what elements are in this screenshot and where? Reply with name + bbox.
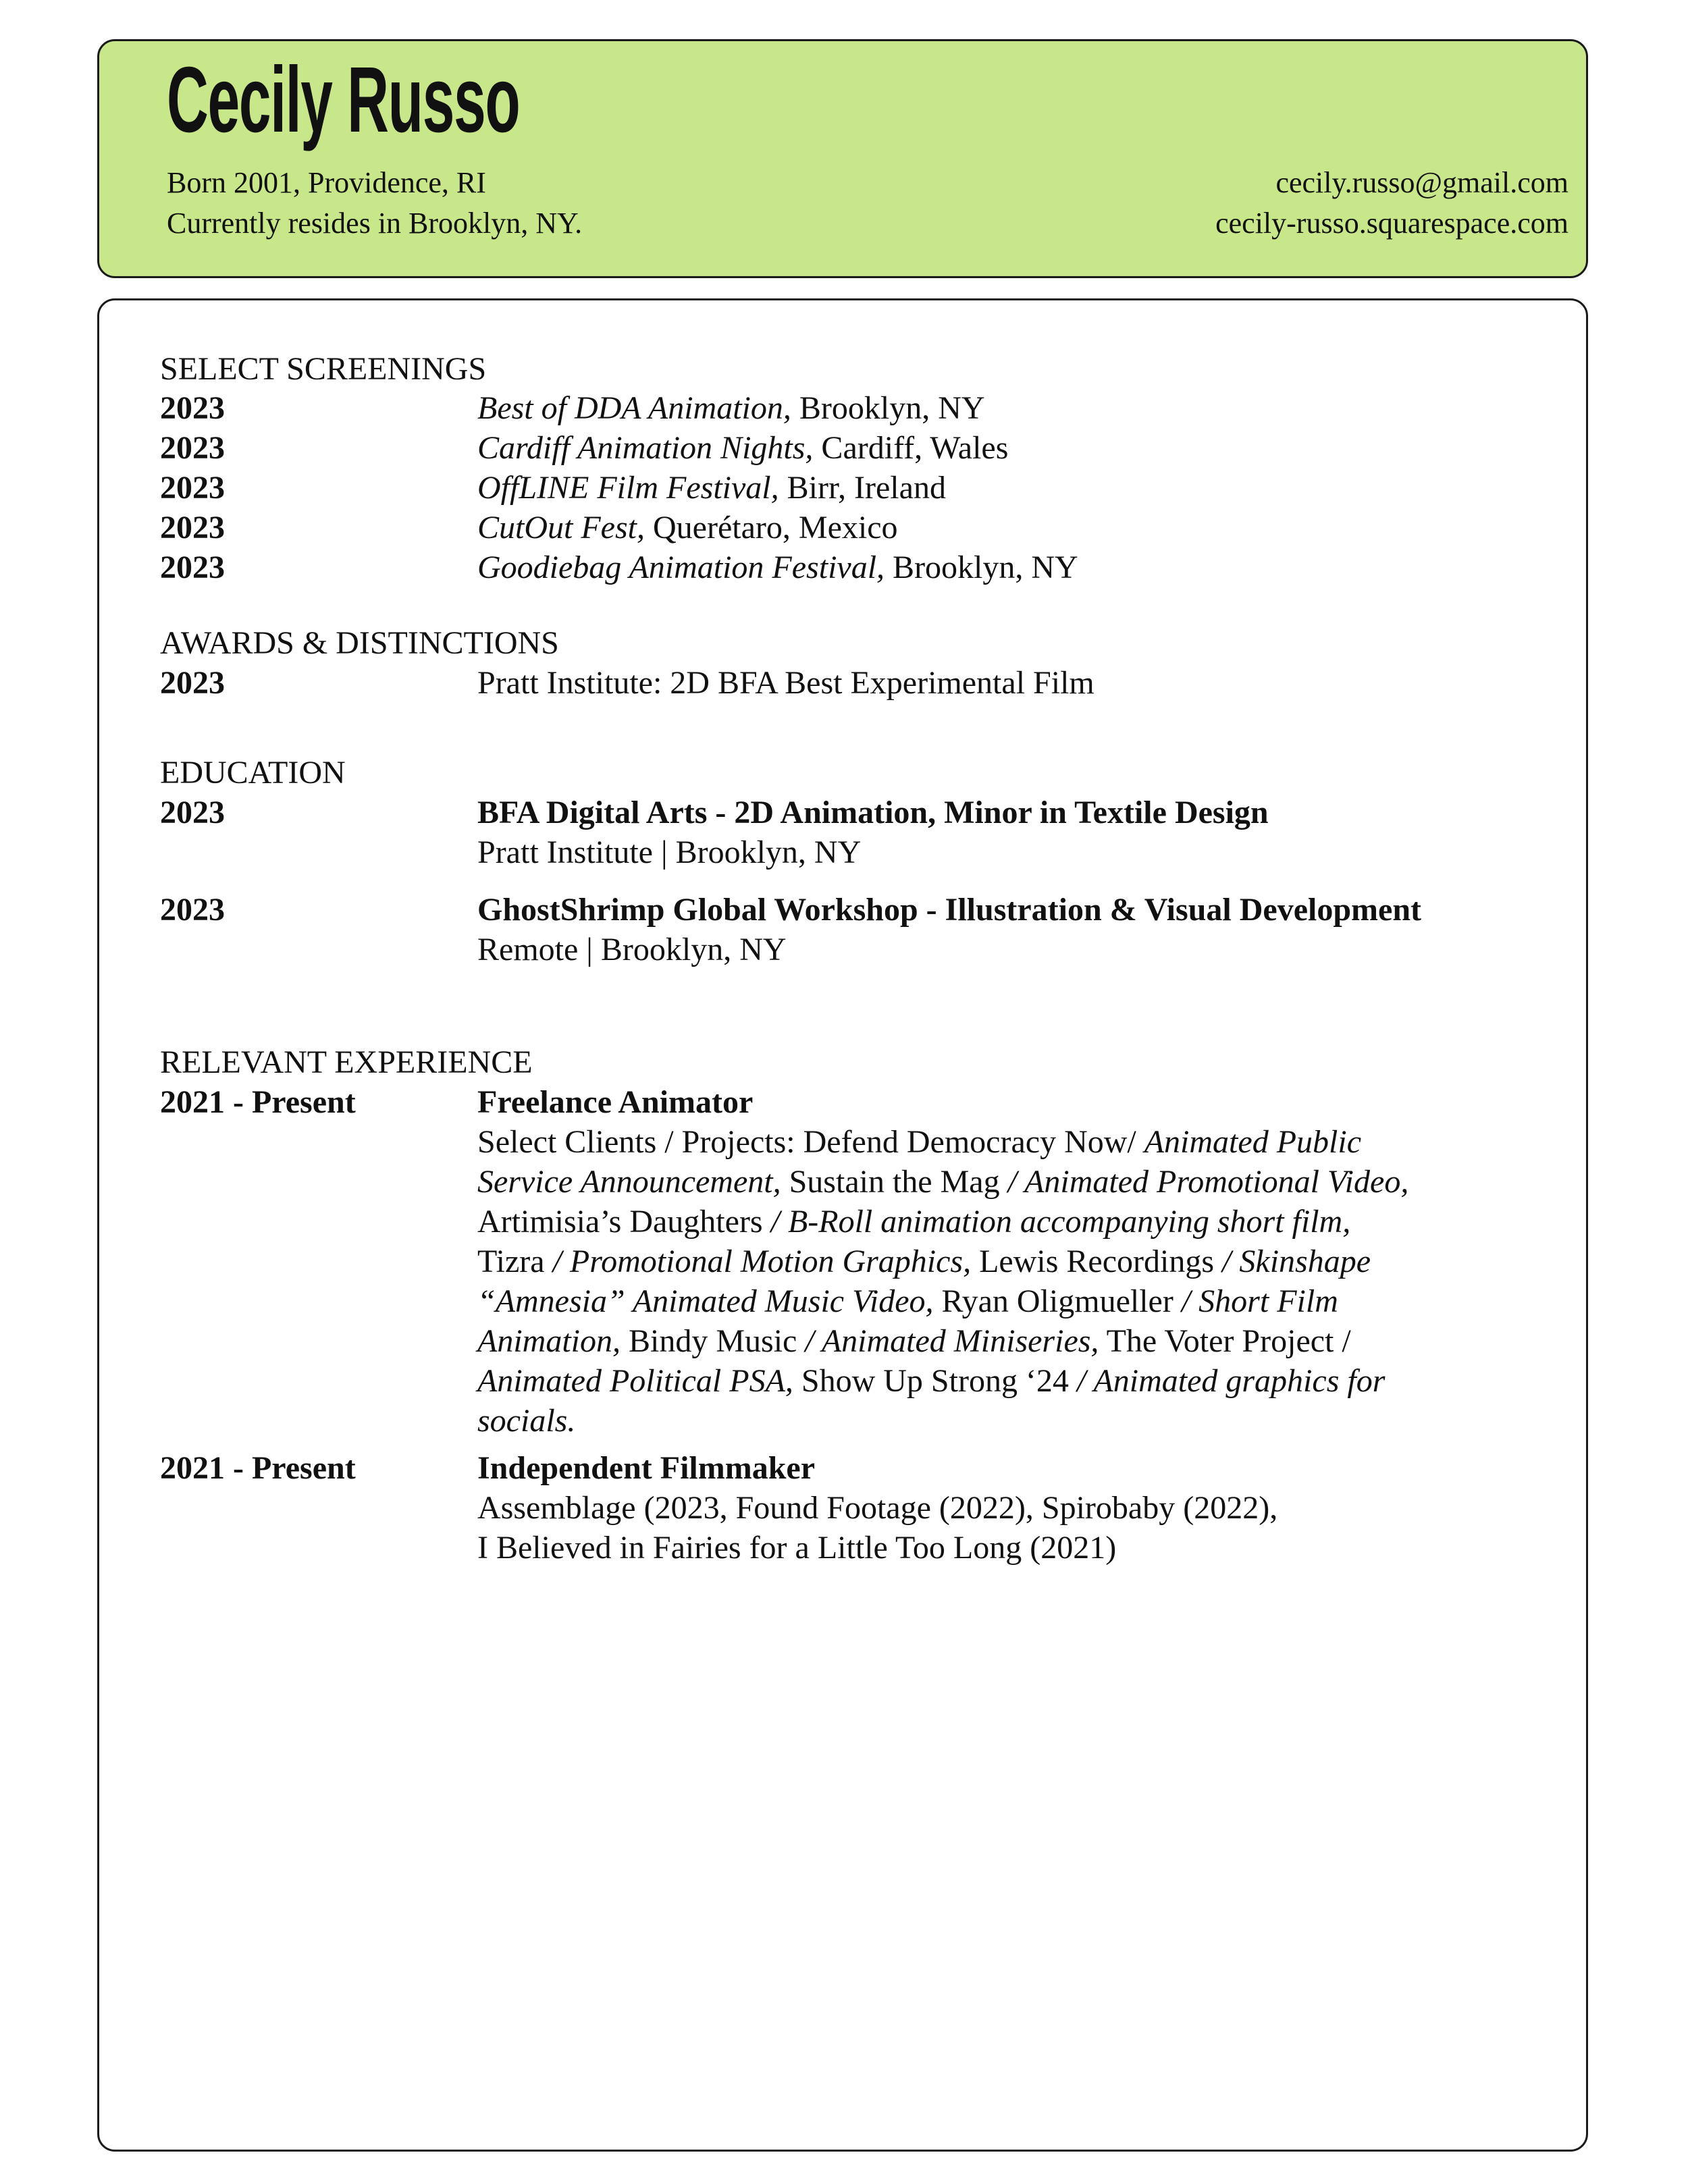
- award-text: Pratt Institute: 2D BFA Best Experimental Film: [477, 665, 1094, 701]
- project-type: / Promotional Motion Graphics,: [552, 1244, 972, 1279]
- client-name: Tizra: [477, 1244, 553, 1279]
- education-year: 2023: [160, 892, 225, 928]
- experience-row: [160, 1448, 1571, 1489]
- screening-location: Brooklyn, NY: [791, 390, 985, 426]
- email-link[interactable]: cecily.russo@gmail.com: [1275, 166, 1568, 199]
- experience-row: [160, 1082, 1571, 1123]
- filmography-row: [160, 1528, 1571, 1568]
- screening-year: 2023: [160, 390, 225, 426]
- award-row: [160, 663, 1571, 703]
- education-degree: GhostShrimp Global Workshop - Illustration & Visual Development: [477, 892, 1421, 928]
- screening-row: [160, 508, 1571, 548]
- client-name: Lewis Recordings: [971, 1244, 1223, 1279]
- client-name: Ryan Oligmueller: [933, 1283, 1182, 1319]
- project-type: / Animated Miniseries,: [805, 1323, 1099, 1359]
- filmography-line: I Believed in Fairies for a Little Too Long (2021): [477, 1530, 1117, 1566]
- education-row: [160, 793, 1571, 833]
- header-box: [97, 39, 1588, 278]
- filmography-line: Assemblage (2023, Found Footage (2022), Spirobaby (2022),: [477, 1490, 1278, 1526]
- screening-entry: [477, 548, 1078, 588]
- screening-year: 2023: [160, 550, 225, 585]
- resume-name: Cecily Russo: [167, 48, 520, 152]
- contact-info: [1215, 163, 1568, 244]
- education-year: 2023: [160, 795, 225, 830]
- education-place-row: [160, 832, 1571, 873]
- screening-year: 2023: [160, 470, 225, 506]
- award-year: 2023: [160, 665, 225, 701]
- main-content-box: [97, 298, 1588, 2152]
- experience-years: 2021 - Present: [160, 1450, 356, 1486]
- screening-entry: [477, 388, 985, 429]
- experience-title: RELEVANT EXPERIENCE: [160, 1044, 533, 1080]
- screening-event: Goodiebag Animation Festival,: [477, 550, 885, 585]
- experience-role: Freelance Animator: [477, 1084, 754, 1120]
- education-row: [160, 890, 1571, 930]
- screening-event: OffLINE Film Festival,: [477, 470, 779, 506]
- screening-row: [160, 468, 1571, 508]
- project-type: / Skinshape “Amnesia” Animated Music Video,: [477, 1244, 1371, 1319]
- residence-line: Currently resides in Brooklyn, NY.: [167, 207, 583, 240]
- education-place: Pratt Institute | Brooklyn, NY: [477, 834, 862, 870]
- client-name: Bindy Music: [621, 1323, 806, 1359]
- education-place-row: [160, 930, 1571, 970]
- experience-description: [477, 1122, 1423, 1441]
- project-type: / Short Film Animation,: [477, 1283, 1338, 1359]
- screening-row: [160, 428, 1571, 469]
- screening-location: Cardiff, Wales: [813, 430, 1009, 466]
- screening-row: [160, 548, 1571, 588]
- client-name: The Voter Project /: [1099, 1323, 1351, 1359]
- born-line: Born 2001, Providence, RI: [167, 166, 486, 199]
- description-intro: Select Clients / Projects: Defend Democracy Now/: [477, 1124, 1144, 1160]
- screening-year: 2023: [160, 510, 225, 545]
- education-degree: BFA Digital Arts - 2D Animation, Minor in Textile Design: [477, 795, 1269, 830]
- project-type: Animated Political PSA,: [477, 1363, 793, 1399]
- screening-entry: [477, 428, 1008, 469]
- education-place: Remote | Brooklyn, NY: [477, 932, 787, 967]
- screening-event: Cardiff Animation Nights,: [477, 430, 814, 466]
- client-name: Artimisia’s Daughters: [477, 1204, 771, 1240]
- screening-year: 2023: [160, 430, 225, 466]
- screening-event: Best of DDA Animation,: [477, 390, 791, 426]
- client-name: Show Up Strong ‘24: [793, 1363, 1077, 1399]
- website-link[interactable]: cecily-russo.squarespace.com: [1215, 207, 1568, 240]
- project-type: / B-Roll animation accompanying short film,: [770, 1204, 1351, 1240]
- filmography-row: [160, 1488, 1571, 1528]
- screening-location: Querétaro, Mexico: [645, 510, 898, 545]
- project-type: Animated Public Service Announcement,: [477, 1124, 1361, 1200]
- screening-location: Birr, Ireland: [779, 470, 946, 506]
- awards-title: AWARDS & DISTINCTIONS: [160, 625, 559, 661]
- client-name: Sustain the Mag: [781, 1164, 1008, 1200]
- screening-location: Brooklyn, NY: [885, 550, 1078, 585]
- screening-row: [160, 388, 1571, 429]
- personal-info: [167, 163, 582, 244]
- screenings-title: SELECT SCREENINGS: [160, 351, 487, 387]
- project-type: / Animated graphics for socials.: [477, 1363, 1386, 1439]
- experience-role: Independent Filmmaker: [477, 1450, 816, 1486]
- project-type: / Animated Promotional Video,: [1007, 1164, 1409, 1200]
- screening-event: CutOut Fest,: [477, 510, 645, 545]
- screening-entry: [477, 508, 898, 548]
- experience-years: 2021 - Present: [160, 1084, 356, 1120]
- screening-entry: [477, 468, 946, 508]
- education-title: EDUCATION: [160, 755, 346, 791]
